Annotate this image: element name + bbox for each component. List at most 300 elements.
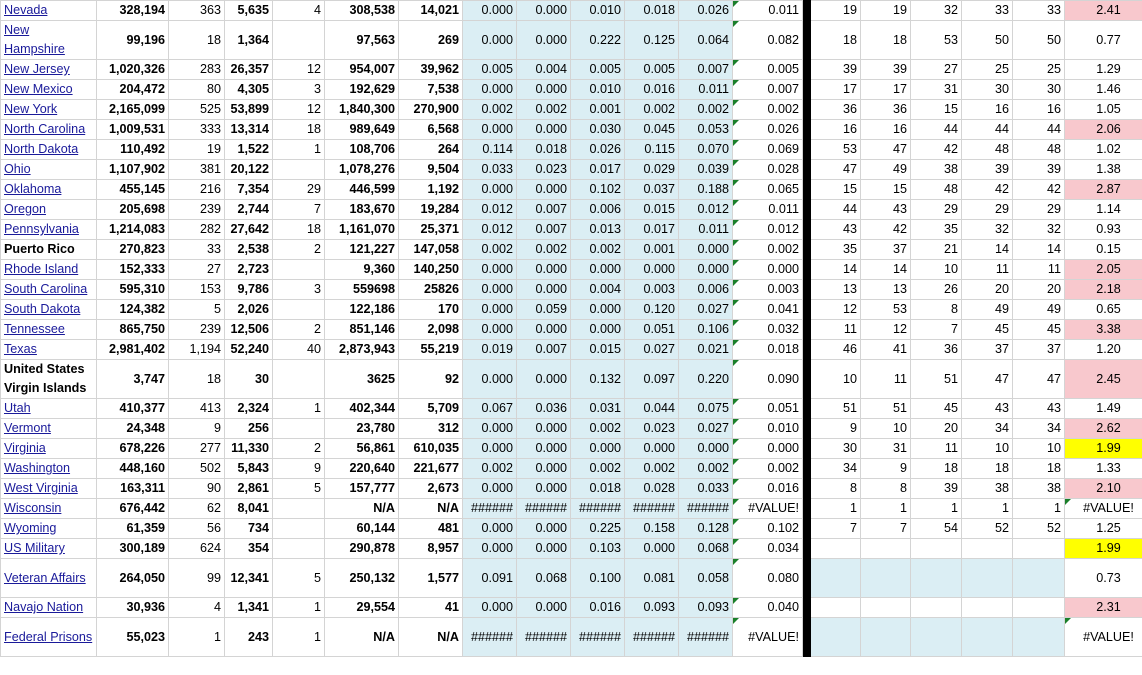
- row-name-cell[interactable]: Utah: [1, 399, 97, 419]
- rate-cell[interactable]: 0.001: [571, 100, 625, 120]
- count-cell[interactable]: 734: [225, 519, 273, 539]
- count-cell[interactable]: 39,962: [399, 60, 463, 80]
- count-cell[interactable]: 18: [273, 120, 325, 140]
- count-cell[interactable]: 216: [169, 180, 225, 200]
- rate-cell[interactable]: 0.000: [463, 479, 517, 499]
- rate-cell[interactable]: 0.029: [625, 160, 679, 180]
- score-cell[interactable]: 1.99: [1065, 439, 1142, 459]
- rate-cell[interactable]: 0.002: [463, 459, 517, 479]
- score-cell[interactable]: 0.73: [1065, 559, 1142, 598]
- count-cell[interactable]: 2,981,402: [97, 340, 169, 360]
- count-cell[interactable]: 239: [169, 320, 225, 340]
- rate-cell[interactable]: 0.000: [517, 1, 571, 21]
- count-cell[interactable]: 60,144: [325, 519, 399, 539]
- count-cell[interactable]: 30: [225, 360, 273, 399]
- rank-cell[interactable]: 29: [911, 200, 962, 220]
- rate-cell[interactable]: 0.091: [463, 559, 517, 598]
- count-cell[interactable]: 1,009,531: [97, 120, 169, 140]
- count-cell[interactable]: 53,899: [225, 100, 273, 120]
- score-cell[interactable]: 1.02: [1065, 140, 1142, 160]
- rate-cell[interactable]: 0.120: [625, 300, 679, 320]
- count-cell[interactable]: 2,026: [225, 300, 273, 320]
- row-name-cell[interactable]: Washington: [1, 459, 97, 479]
- count-cell[interactable]: [273, 160, 325, 180]
- count-cell[interactable]: 29: [273, 180, 325, 200]
- count-cell[interactable]: 33: [169, 240, 225, 260]
- row-name-cell[interactable]: North Dakota: [1, 140, 97, 160]
- count-cell[interactable]: 676,442: [97, 499, 169, 519]
- count-cell[interactable]: 12,506: [225, 320, 273, 340]
- rate-cell[interactable]: 0.017: [625, 220, 679, 240]
- count-cell[interactable]: 99,196: [97, 21, 169, 60]
- count-cell[interactable]: 80: [169, 80, 225, 100]
- count-cell[interactable]: [273, 519, 325, 539]
- rank-cell[interactable]: 15: [861, 180, 911, 200]
- rank-cell[interactable]: 51: [861, 399, 911, 419]
- row-name-cell[interactable]: Federal Prisons: [1, 618, 97, 657]
- rate-cell[interactable]: 0.000: [517, 459, 571, 479]
- count-cell[interactable]: 12: [273, 100, 325, 120]
- row-name-cell[interactable]: Texas: [1, 340, 97, 360]
- row-name-cell[interactable]: Tennessee: [1, 320, 97, 340]
- count-cell[interactable]: N/A: [399, 618, 463, 657]
- count-cell[interactable]: 1,020,326: [97, 60, 169, 80]
- rate-cell[interactable]: 0.070: [679, 140, 733, 160]
- count-cell[interactable]: 40: [273, 340, 325, 360]
- rate-cell[interactable]: 0.026: [733, 120, 803, 140]
- rate-cell[interactable]: 0.040: [733, 598, 803, 618]
- rate-cell[interactable]: #VALUE!: [733, 499, 803, 519]
- rank-cell[interactable]: 15: [911, 100, 962, 120]
- rate-cell[interactable]: 0.000: [517, 21, 571, 60]
- rank-cell[interactable]: [962, 618, 1013, 657]
- count-cell[interactable]: [273, 360, 325, 399]
- count-cell[interactable]: 7: [273, 200, 325, 220]
- rank-cell[interactable]: [861, 618, 911, 657]
- rate-cell[interactable]: 0.037: [625, 180, 679, 200]
- rate-cell[interactable]: ######: [463, 499, 517, 519]
- rank-cell[interactable]: 7: [911, 320, 962, 340]
- count-cell[interactable]: 1,577: [399, 559, 463, 598]
- rate-cell[interactable]: 0.005: [463, 60, 517, 80]
- count-cell[interactable]: 300,189: [97, 539, 169, 559]
- score-cell[interactable]: 2.31: [1065, 598, 1142, 618]
- rate-cell[interactable]: 0.000: [463, 260, 517, 280]
- rate-cell[interactable]: 0.002: [679, 100, 733, 120]
- rank-cell[interactable]: 43: [1013, 399, 1065, 419]
- rank-cell[interactable]: 8: [911, 300, 962, 320]
- row-name-cell[interactable]: United States Virgin Islands: [1, 360, 97, 399]
- row-name-cell[interactable]: US Military: [1, 539, 97, 559]
- rate-cell[interactable]: 0.023: [517, 160, 571, 180]
- rate-cell[interactable]: 0.010: [571, 80, 625, 100]
- rate-cell[interactable]: 0.007: [517, 200, 571, 220]
- rank-cell[interactable]: 19: [811, 1, 861, 21]
- rank-cell[interactable]: 14: [861, 260, 911, 280]
- rank-cell[interactable]: [911, 539, 962, 559]
- rate-cell[interactable]: 0.000: [571, 320, 625, 340]
- rank-cell[interactable]: 16: [861, 120, 911, 140]
- rank-cell[interactable]: 48: [962, 140, 1013, 160]
- row-name-cell[interactable]: North Carolina: [1, 120, 97, 140]
- count-cell[interactable]: 2,538: [225, 240, 273, 260]
- rate-cell[interactable]: 0.102: [733, 519, 803, 539]
- count-cell[interactable]: 157,777: [325, 479, 399, 499]
- rate-cell[interactable]: 0.033: [463, 160, 517, 180]
- rank-cell[interactable]: 8: [811, 479, 861, 499]
- rate-cell[interactable]: 0.000: [517, 439, 571, 459]
- score-cell[interactable]: 3.38: [1065, 320, 1142, 340]
- rate-cell[interactable]: 0.097: [625, 360, 679, 399]
- rank-cell[interactable]: 43: [962, 399, 1013, 419]
- rate-cell[interactable]: 0.000: [463, 300, 517, 320]
- rank-cell[interactable]: 32: [962, 220, 1013, 240]
- rate-cell[interactable]: 0.000: [625, 539, 679, 559]
- score-cell[interactable]: 0.77: [1065, 21, 1142, 60]
- rank-cell[interactable]: 43: [811, 220, 861, 240]
- count-cell[interactable]: 2,165,099: [97, 100, 169, 120]
- rate-cell[interactable]: 0.000: [517, 320, 571, 340]
- rate-cell[interactable]: 0.002: [733, 459, 803, 479]
- rate-cell[interactable]: 0.033: [679, 479, 733, 499]
- count-cell[interactable]: 30,936: [97, 598, 169, 618]
- rate-cell[interactable]: 0.012: [733, 220, 803, 240]
- rank-cell[interactable]: 32: [911, 1, 962, 21]
- rate-cell[interactable]: 0.002: [463, 100, 517, 120]
- rank-cell[interactable]: 38: [1013, 479, 1065, 499]
- count-cell[interactable]: 954,007: [325, 60, 399, 80]
- rate-cell[interactable]: 0.007: [733, 80, 803, 100]
- rank-cell[interactable]: 53: [861, 300, 911, 320]
- count-cell[interactable]: 2: [273, 240, 325, 260]
- rank-cell[interactable]: [811, 598, 861, 618]
- rank-cell[interactable]: 42: [962, 180, 1013, 200]
- rate-cell[interactable]: 0.019: [463, 340, 517, 360]
- rate-cell[interactable]: 0.021: [679, 340, 733, 360]
- rate-cell[interactable]: ######: [679, 499, 733, 519]
- rate-cell[interactable]: 0.006: [679, 280, 733, 300]
- count-cell[interactable]: [273, 419, 325, 439]
- count-cell[interactable]: 2,873,943: [325, 340, 399, 360]
- count-cell[interactable]: 264,050: [97, 559, 169, 598]
- count-cell[interactable]: 1,107,902: [97, 160, 169, 180]
- rate-cell[interactable]: 0.041: [733, 300, 803, 320]
- rate-cell[interactable]: 0.002: [571, 419, 625, 439]
- count-cell[interactable]: 402,344: [325, 399, 399, 419]
- rate-cell[interactable]: 0.000: [733, 439, 803, 459]
- count-cell[interactable]: 19: [169, 140, 225, 160]
- rate-cell[interactable]: ######: [625, 499, 679, 519]
- rate-cell[interactable]: 0.002: [571, 240, 625, 260]
- count-cell[interactable]: 865,750: [97, 320, 169, 340]
- count-cell[interactable]: [273, 260, 325, 280]
- rate-cell[interactable]: ######: [571, 499, 625, 519]
- count-cell[interactable]: N/A: [399, 499, 463, 519]
- rate-cell[interactable]: ######: [517, 499, 571, 519]
- count-cell[interactable]: 99: [169, 559, 225, 598]
- rate-cell[interactable]: 0.011: [679, 220, 733, 240]
- count-cell[interactable]: 26,357: [225, 60, 273, 80]
- rank-cell[interactable]: 11: [1013, 260, 1065, 280]
- rate-cell[interactable]: 0.000: [517, 180, 571, 200]
- count-cell[interactable]: 163,311: [97, 479, 169, 499]
- rank-cell[interactable]: 47: [811, 160, 861, 180]
- rank-cell[interactable]: 10: [861, 419, 911, 439]
- rank-cell[interactable]: 39: [911, 479, 962, 499]
- rank-cell[interactable]: 35: [811, 240, 861, 260]
- rank-cell[interactable]: 10: [962, 439, 1013, 459]
- count-cell[interactable]: 2,098: [399, 320, 463, 340]
- rank-cell[interactable]: 49: [962, 300, 1013, 320]
- rate-cell[interactable]: 0.018: [625, 1, 679, 21]
- rank-cell[interactable]: 1: [911, 499, 962, 519]
- rate-cell[interactable]: 0.125: [625, 21, 679, 60]
- rank-cell[interactable]: 45: [962, 320, 1013, 340]
- rank-cell[interactable]: 7: [811, 519, 861, 539]
- count-cell[interactable]: 312: [399, 419, 463, 439]
- score-cell[interactable]: 0.93: [1065, 220, 1142, 240]
- count-cell[interactable]: 1: [273, 399, 325, 419]
- count-cell[interactable]: 1: [273, 598, 325, 618]
- rank-cell[interactable]: 17: [861, 80, 911, 100]
- rank-cell[interactable]: 14: [962, 240, 1013, 260]
- count-cell[interactable]: 110,492: [97, 140, 169, 160]
- score-cell[interactable]: 1.49: [1065, 399, 1142, 419]
- rate-cell[interactable]: #VALUE!: [733, 618, 803, 657]
- count-cell[interactable]: [273, 300, 325, 320]
- rate-cell[interactable]: 0.000: [517, 120, 571, 140]
- rank-cell[interactable]: 14: [811, 260, 861, 280]
- count-cell[interactable]: 239: [169, 200, 225, 220]
- row-name-cell[interactable]: Oklahoma: [1, 180, 97, 200]
- count-cell[interactable]: 140,250: [399, 260, 463, 280]
- rate-cell[interactable]: 0.006: [571, 200, 625, 220]
- rate-cell[interactable]: 0.028: [733, 160, 803, 180]
- row-name-cell[interactable]: South Carolina: [1, 280, 97, 300]
- rate-cell[interactable]: 0.007: [679, 60, 733, 80]
- rate-cell[interactable]: 0.027: [679, 300, 733, 320]
- count-cell[interactable]: 525: [169, 100, 225, 120]
- rank-cell[interactable]: 45: [911, 399, 962, 419]
- rate-cell[interactable]: 0.051: [733, 399, 803, 419]
- count-cell[interactable]: 12: [273, 60, 325, 80]
- count-cell[interactable]: [273, 21, 325, 60]
- count-cell[interactable]: 41: [399, 598, 463, 618]
- score-cell[interactable]: 0.15: [1065, 240, 1142, 260]
- count-cell[interactable]: 19,284: [399, 200, 463, 220]
- row-name-cell[interactable]: Vermont: [1, 419, 97, 439]
- score-cell[interactable]: 1.46: [1065, 80, 1142, 100]
- rate-cell[interactable]: 0.225: [571, 519, 625, 539]
- rate-cell[interactable]: 0.012: [463, 220, 517, 240]
- count-cell[interactable]: 9,786: [225, 280, 273, 300]
- count-cell[interactable]: 8,041: [225, 499, 273, 519]
- rate-cell[interactable]: 0.000: [463, 120, 517, 140]
- count-cell[interactable]: 6,568: [399, 120, 463, 140]
- score-cell[interactable]: 1.14: [1065, 200, 1142, 220]
- rank-cell[interactable]: 43: [861, 200, 911, 220]
- rank-cell[interactable]: [962, 539, 1013, 559]
- rank-cell[interactable]: 46: [811, 340, 861, 360]
- rank-cell[interactable]: 45: [1013, 320, 1065, 340]
- rate-cell[interactable]: 0.093: [679, 598, 733, 618]
- rank-cell[interactable]: 37: [1013, 340, 1065, 360]
- score-cell[interactable]: 2.41: [1065, 1, 1142, 21]
- count-cell[interactable]: 27: [169, 260, 225, 280]
- rate-cell[interactable]: 0.027: [679, 419, 733, 439]
- rank-cell[interactable]: 39: [1013, 160, 1065, 180]
- rate-cell[interactable]: 0.051: [625, 320, 679, 340]
- count-cell[interactable]: 121,227: [325, 240, 399, 260]
- rate-cell[interactable]: 0.000: [463, 320, 517, 340]
- rank-cell[interactable]: 10: [811, 360, 861, 399]
- count-cell[interactable]: 455,145: [97, 180, 169, 200]
- count-cell[interactable]: 5,843: [225, 459, 273, 479]
- count-cell[interactable]: 52,240: [225, 340, 273, 360]
- row-name-cell[interactable]: Veteran Affairs: [1, 559, 97, 598]
- count-cell[interactable]: 23,780: [325, 419, 399, 439]
- rank-cell[interactable]: 44: [962, 120, 1013, 140]
- count-cell[interactable]: 2: [273, 439, 325, 459]
- count-cell[interactable]: 446,599: [325, 180, 399, 200]
- rank-cell[interactable]: 37: [962, 340, 1013, 360]
- rate-cell[interactable]: 0.010: [733, 419, 803, 439]
- count-cell[interactable]: 595,310: [97, 280, 169, 300]
- rank-cell[interactable]: 30: [811, 439, 861, 459]
- rate-cell[interactable]: 0.058: [679, 559, 733, 598]
- count-cell[interactable]: 678,226: [97, 439, 169, 459]
- rank-cell[interactable]: 39: [811, 60, 861, 80]
- rate-cell[interactable]: 0.220: [679, 360, 733, 399]
- rank-cell[interactable]: [811, 539, 861, 559]
- count-cell[interactable]: N/A: [325, 499, 399, 519]
- score-cell[interactable]: 1.29: [1065, 60, 1142, 80]
- count-cell[interactable]: 448,160: [97, 459, 169, 479]
- rank-cell[interactable]: 49: [861, 160, 911, 180]
- rate-cell[interactable]: 0.059: [517, 300, 571, 320]
- count-cell[interactable]: 56: [169, 519, 225, 539]
- score-cell[interactable]: 2.45: [1065, 360, 1142, 399]
- count-cell[interactable]: 3: [273, 280, 325, 300]
- count-cell[interactable]: 1,161,070: [325, 220, 399, 240]
- rank-cell[interactable]: 47: [1013, 360, 1065, 399]
- rate-cell[interactable]: 0.016: [625, 80, 679, 100]
- count-cell[interactable]: 3,747: [97, 360, 169, 399]
- rate-cell[interactable]: 0.002: [571, 459, 625, 479]
- rank-cell[interactable]: 11: [962, 260, 1013, 280]
- score-cell[interactable]: 1.05: [1065, 100, 1142, 120]
- rank-cell[interactable]: 39: [962, 160, 1013, 180]
- rate-cell[interactable]: 0.026: [679, 1, 733, 21]
- rate-cell[interactable]: ######: [517, 618, 571, 657]
- rate-cell[interactable]: 0.000: [517, 539, 571, 559]
- rank-cell[interactable]: [861, 598, 911, 618]
- rank-cell[interactable]: 17: [811, 80, 861, 100]
- count-cell[interactable]: 90: [169, 479, 225, 499]
- rate-cell[interactable]: 0.018: [733, 340, 803, 360]
- count-cell[interactable]: 4: [169, 598, 225, 618]
- count-cell[interactable]: N/A: [325, 618, 399, 657]
- rate-cell[interactable]: 0.000: [571, 300, 625, 320]
- rate-cell[interactable]: 0.068: [679, 539, 733, 559]
- rank-cell[interactable]: 34: [1013, 419, 1065, 439]
- rank-cell[interactable]: 1: [861, 499, 911, 519]
- rate-cell[interactable]: ######: [679, 618, 733, 657]
- score-cell[interactable]: 0.65: [1065, 300, 1142, 320]
- count-cell[interactable]: 55,219: [399, 340, 463, 360]
- rank-cell[interactable]: 53: [811, 140, 861, 160]
- rank-cell[interactable]: 16: [1013, 100, 1065, 120]
- rate-cell[interactable]: 0.007: [517, 340, 571, 360]
- rate-cell[interactable]: 0.100: [571, 559, 625, 598]
- count-cell[interactable]: 283: [169, 60, 225, 80]
- rank-cell[interactable]: 31: [911, 80, 962, 100]
- count-cell[interactable]: 2,673: [399, 479, 463, 499]
- score-cell[interactable]: #VALUE!: [1065, 618, 1142, 657]
- rank-cell[interactable]: 41: [861, 340, 911, 360]
- rate-cell[interactable]: 0.003: [733, 280, 803, 300]
- rate-cell[interactable]: 0.103: [571, 539, 625, 559]
- row-name-cell[interactable]: New Jersey: [1, 60, 97, 80]
- rate-cell[interactable]: 0.015: [625, 200, 679, 220]
- rate-cell[interactable]: 0.027: [625, 340, 679, 360]
- rate-cell[interactable]: 0.032: [733, 320, 803, 340]
- count-cell[interactable]: 5: [273, 559, 325, 598]
- rank-cell[interactable]: 7: [861, 519, 911, 539]
- rank-cell[interactable]: 37: [861, 240, 911, 260]
- count-cell[interactable]: 5: [169, 300, 225, 320]
- rank-cell[interactable]: [1013, 618, 1065, 657]
- rank-cell[interactable]: [1013, 598, 1065, 618]
- rate-cell[interactable]: 0.081: [625, 559, 679, 598]
- count-cell[interactable]: 610,035: [399, 439, 463, 459]
- count-cell[interactable]: 333: [169, 120, 225, 140]
- rate-cell[interactable]: 0.000: [463, 280, 517, 300]
- rate-cell[interactable]: 0.090: [733, 360, 803, 399]
- rate-cell[interactable]: 0.005: [625, 60, 679, 80]
- row-name-cell[interactable]: Puerto Rico: [1, 240, 97, 260]
- rank-cell[interactable]: 18: [911, 459, 962, 479]
- rate-cell[interactable]: 0.000: [679, 260, 733, 280]
- rank-cell[interactable]: 48: [1013, 140, 1065, 160]
- count-cell[interactable]: 1: [273, 618, 325, 657]
- rate-cell[interactable]: 0.000: [571, 439, 625, 459]
- rank-cell[interactable]: [1013, 559, 1065, 598]
- count-cell[interactable]: 354: [225, 539, 273, 559]
- row-name-cell[interactable]: Rhode Island: [1, 260, 97, 280]
- rank-cell[interactable]: 33: [1013, 1, 1065, 21]
- rate-cell[interactable]: 0.065: [733, 180, 803, 200]
- rank-cell[interactable]: 26: [911, 280, 962, 300]
- count-cell[interactable]: 1,192: [399, 180, 463, 200]
- count-cell[interactable]: 183,670: [325, 200, 399, 220]
- rate-cell[interactable]: 0.028: [625, 479, 679, 499]
- rate-cell[interactable]: 0.001: [625, 240, 679, 260]
- rank-cell[interactable]: 42: [911, 140, 962, 160]
- score-cell[interactable]: 2.62: [1065, 419, 1142, 439]
- count-cell[interactable]: 92: [399, 360, 463, 399]
- count-cell[interactable]: 5: [273, 479, 325, 499]
- count-cell[interactable]: 2,744: [225, 200, 273, 220]
- rank-cell[interactable]: 13: [811, 280, 861, 300]
- rate-cell[interactable]: 0.067: [463, 399, 517, 419]
- rank-cell[interactable]: 1: [962, 499, 1013, 519]
- rate-cell[interactable]: 0.222: [571, 21, 625, 60]
- rate-cell[interactable]: 0.011: [679, 80, 733, 100]
- rate-cell[interactable]: 0.002: [733, 240, 803, 260]
- count-cell[interactable]: 290,878: [325, 539, 399, 559]
- rate-cell[interactable]: 0.188: [679, 180, 733, 200]
